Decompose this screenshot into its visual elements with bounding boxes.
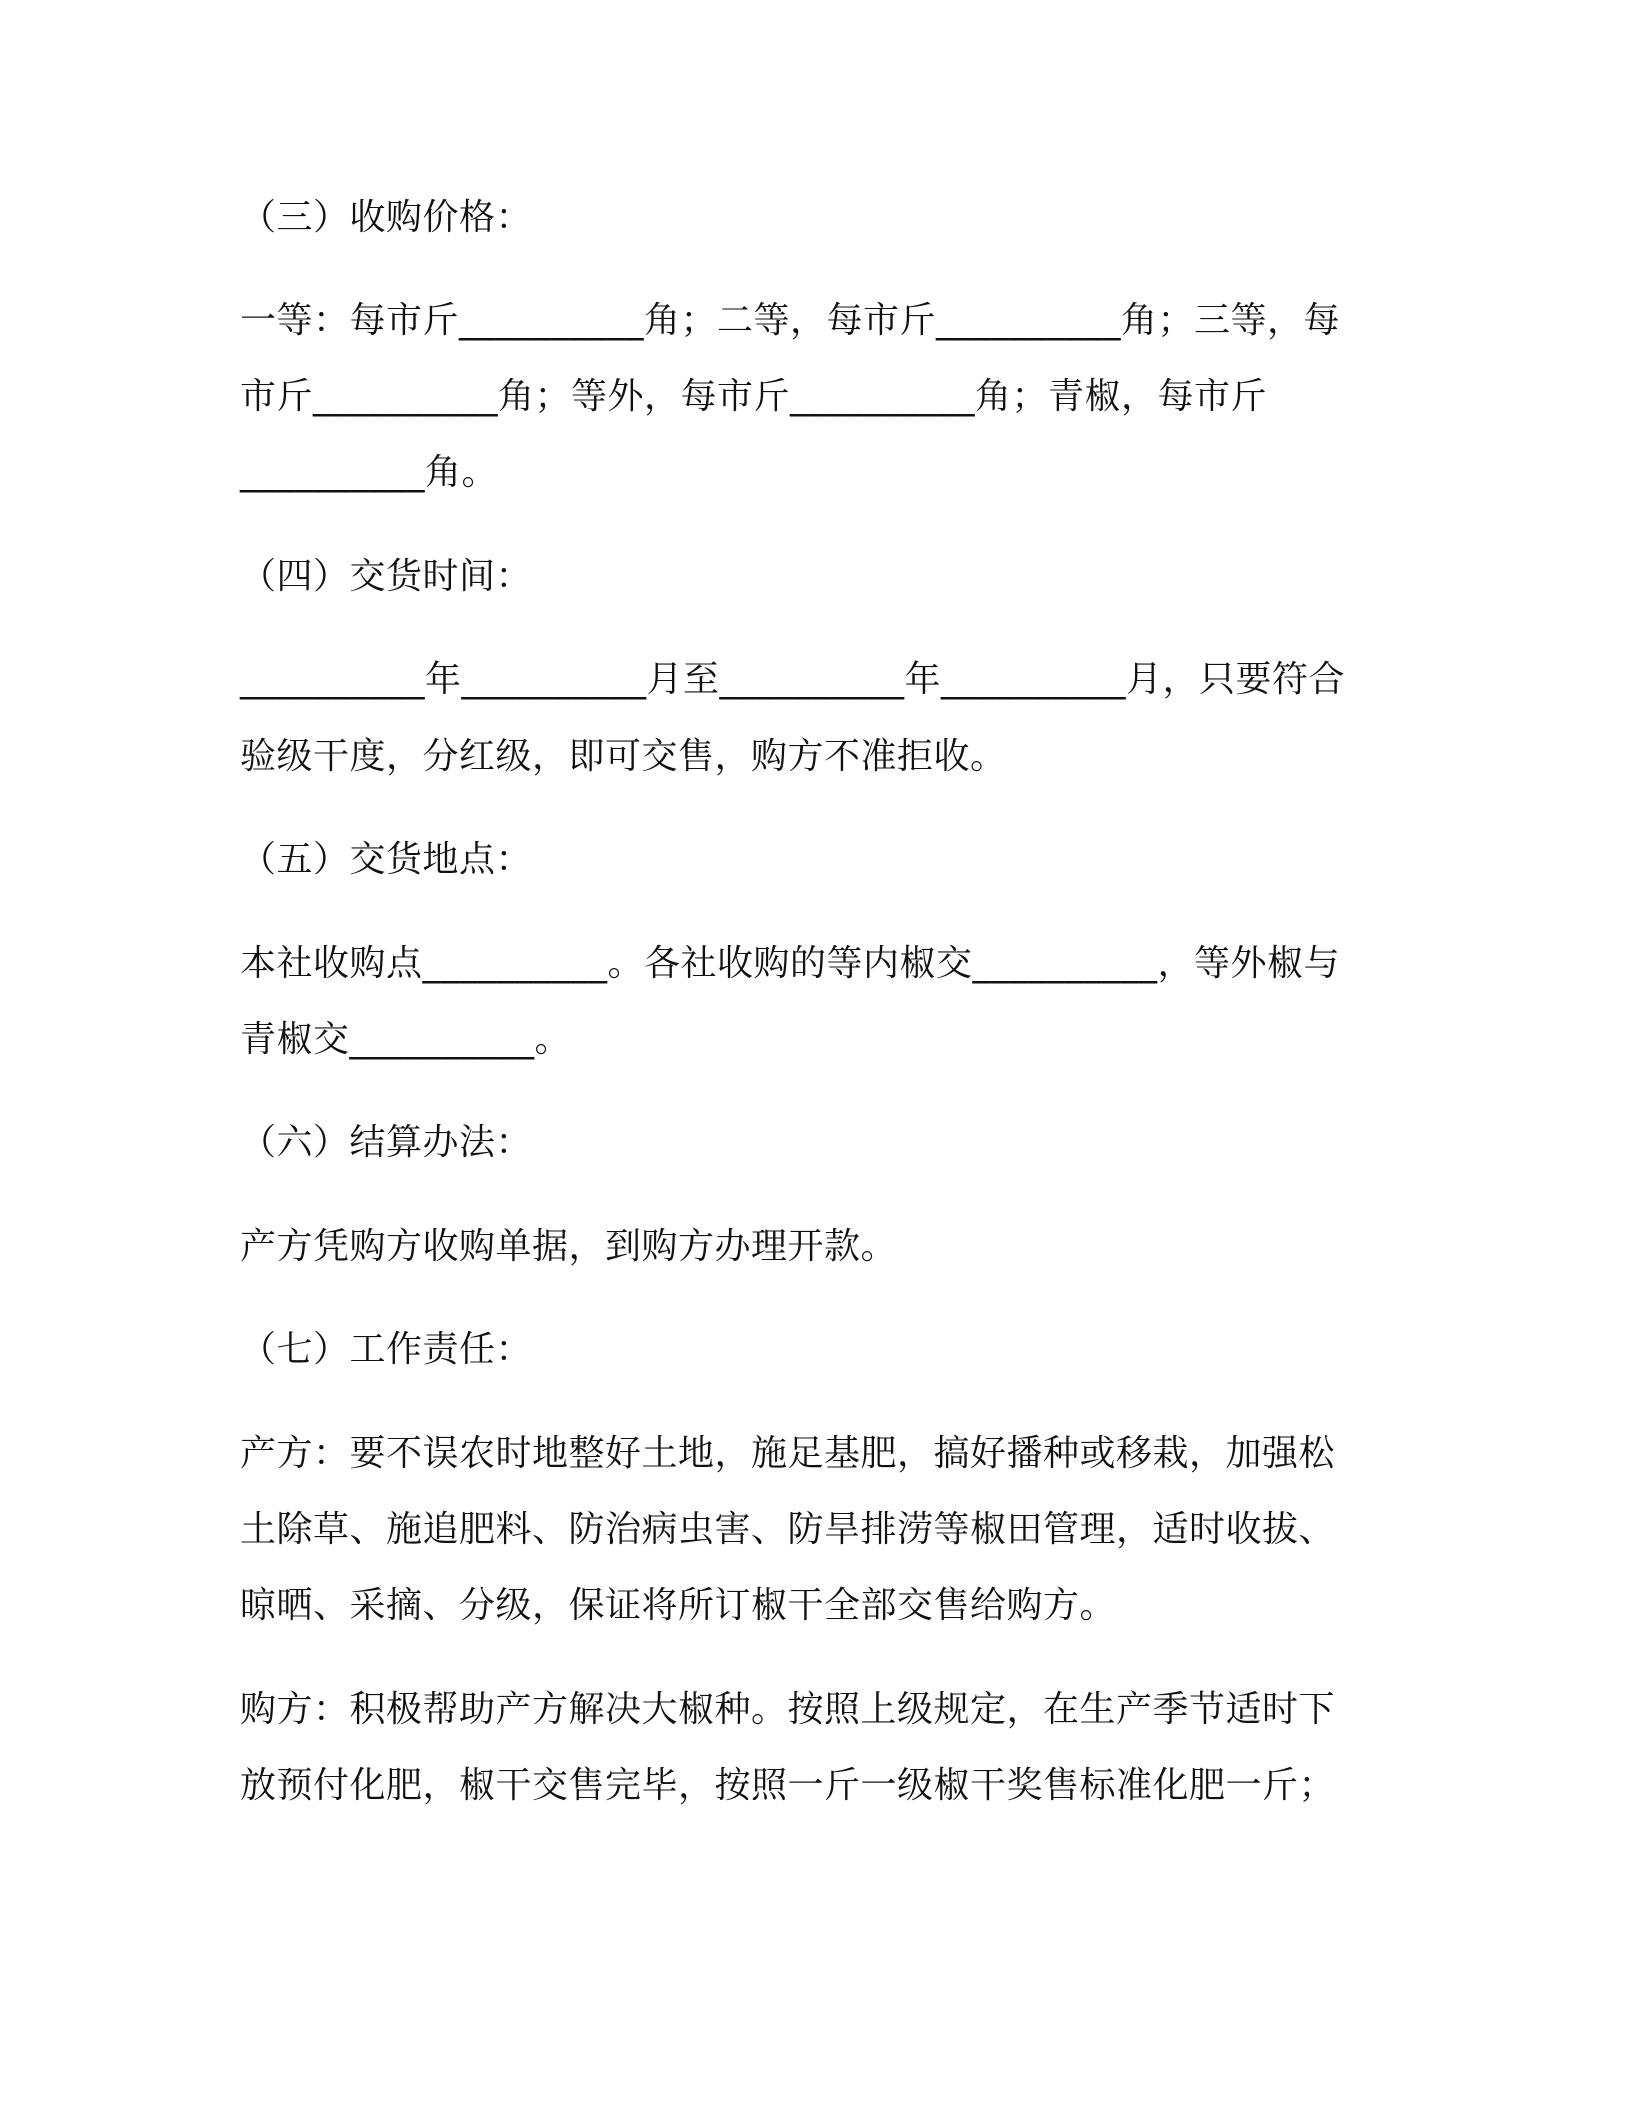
heading-purchase-price: （三）收购价格： bbox=[240, 197, 533, 238]
heading-delivery-time: （四）交货时间： bbox=[240, 556, 533, 597]
settlement-line-1: 产方凭购方收购单据，到购方办理开款。 bbox=[240, 1226, 898, 1267]
price-line-3: __________角。 bbox=[240, 452, 499, 493]
delivery-time-line-1: __________年__________月至__________年__________月，只要符合 bbox=[240, 659, 1346, 700]
heading-delivery-place: （五）交货地点： bbox=[240, 839, 533, 880]
buyer-duty-line-1: 购方：积极帮助产方解决大椒种。按照上级规定，在生产季节适时下 bbox=[240, 1689, 1336, 1730]
producer-duty-line-3: 晾晒、采摘、分级，保证将所订椒干全部交售给购方。 bbox=[240, 1585, 1117, 1626]
price-line-1: 一等：每市斤__________角；二等，每市斤__________角；三等，每 bbox=[240, 300, 1341, 341]
heading-settlement: （六）结算办法： bbox=[240, 1122, 533, 1163]
buyer-duty-line-2: 放预付化肥，椒干交售完毕，按照一斤一级椒干奖售标准化肥一斤； bbox=[240, 1765, 1336, 1806]
producer-duty-line-2: 土除草、施追肥料、防治病虫害、防旱排涝等椒田管理，适时收拔、 bbox=[240, 1509, 1336, 1550]
price-line-2: 市斤__________角；等外，每市斤__________角；青椒，每市斤 bbox=[240, 376, 1268, 417]
delivery-time-line-2: 验级干度，分红级，即可交售，购方不准拒收。 bbox=[240, 736, 1007, 777]
heading-responsibility: （七）工作责任： bbox=[240, 1329, 533, 1370]
producer-duty-line-1: 产方：要不误农时地整好土地，施足基肥，搞好播种或移栽，加强松 bbox=[240, 1433, 1336, 1474]
delivery-place-line-2: 青椒交__________。 bbox=[240, 1019, 572, 1060]
delivery-place-line-1: 本社收购点__________。各社收购的等内椒交__________，等外椒与 bbox=[240, 943, 1341, 984]
